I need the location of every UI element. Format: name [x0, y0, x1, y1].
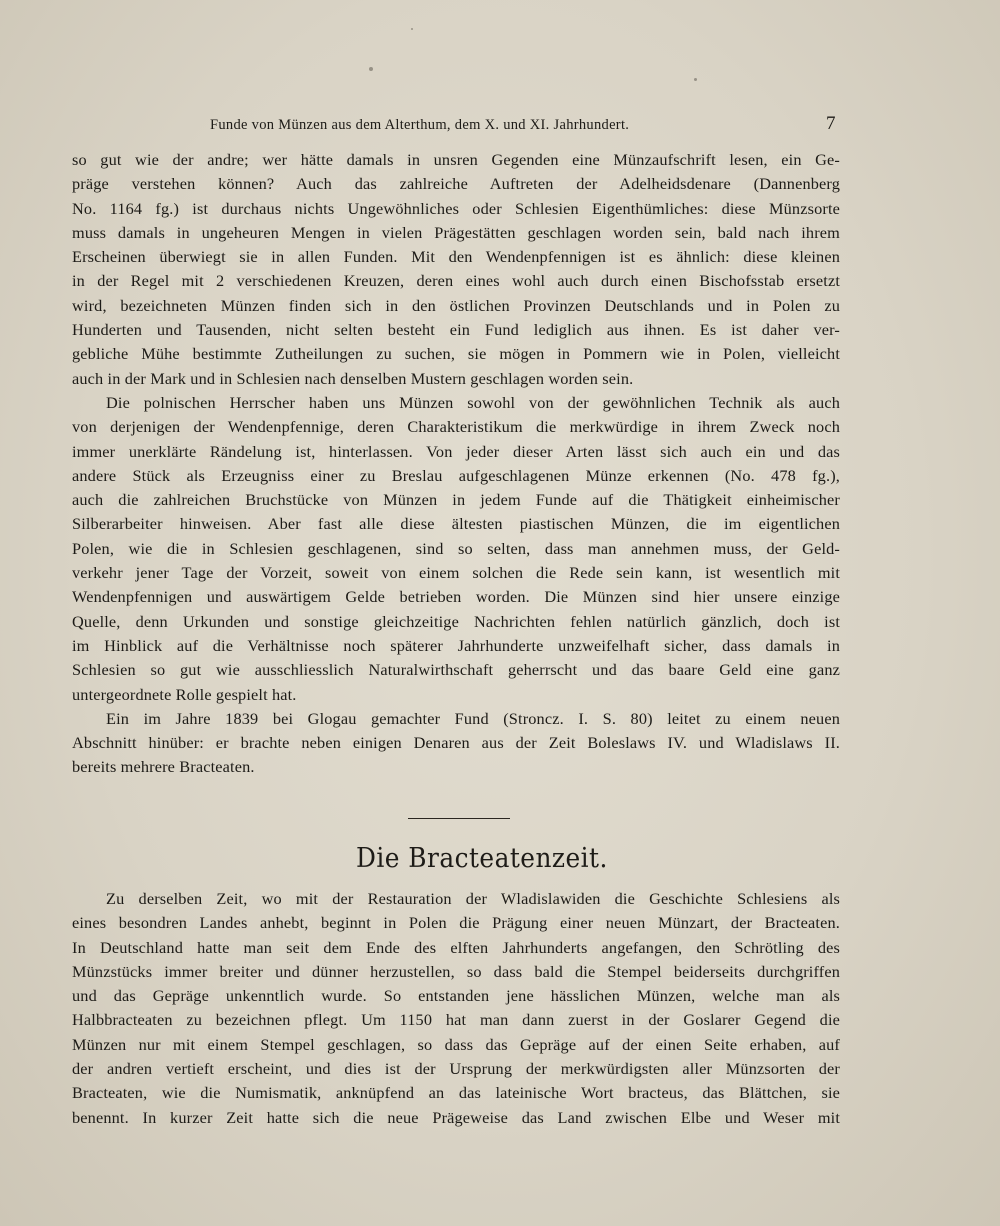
text-line: Hunderten und Tausenden, nicht selten besteht ein Fund lediglich aus ihnen. Es ist daher ver-: [72, 320, 840, 340]
text-line: andere Stück als Erzeugniss einer zu Breslau aufgeschlagenen Münze erkennen (No. 478 fg.),: [72, 465, 840, 485]
ink-speck: [694, 78, 697, 81]
text-line: wird, bezeichneten Münzen finden sich in den östlichen Provinzen Deutschlands und in Polen zu: [72, 295, 840, 315]
text-line: untergeordnete Rolle gespielt hat.: [72, 684, 297, 704]
section-divider: [408, 818, 510, 819]
text-line: Wendenpfennigen und auswärtigem Gelde betrieben worden. Die Münzen sind hier unsere einzige: [72, 587, 840, 607]
text-line: Erscheinen überwiegt sie in allen Funden. Mit den Wendenpfennigen ist es ähnlich: diese kleinen: [72, 247, 840, 267]
text-line: von derjenigen der Wendenpfennige, deren Charakteristikum die merkwürdige in ihrem Zweck noch: [72, 417, 840, 437]
text-line: Polen, wie die in Schlesien geschlagenen, sind so selten, dass man annehmen muss, der Geld-: [72, 538, 840, 558]
text-line: bereits mehrere Bracteaten.: [72, 757, 255, 777]
text-line: so gut wie der andre; wer hätte damals in unsren Gegenden eine Münzaufschrift lesen, ein Ge-: [72, 150, 840, 169]
running-head: Funde von Münzen aus dem Alterthum, dem X. und XI. Jahrhundert.: [210, 117, 630, 133]
ink-speck: [369, 67, 373, 71]
text-line: gebliche Mühe bestimmte Zutheilungen zu suchen, sie mögen in Pommern wie in Polen, vielleicht: [72, 344, 840, 364]
text-line: verkehr jener Tage der Vorzeit, soweit von einem solchen die Rede sein kann, ist wesentlich mit: [72, 563, 840, 583]
text-line: im Hinblick auf die Verhältnisse noch späterer Jahrhunderte unzweifelhaft sicher, dass damals in: [72, 635, 840, 655]
text-line: Abschnitt hinüber: er brachte neben einigen Denaren aus der Zeit Boleslaws IV. und Wladislaws II.: [72, 733, 840, 753]
section-title: Die Bracteatenzeit.: [356, 843, 608, 874]
body-text-before-section: [72, 148, 840, 780]
text-line: Die polnischen Herrscher haben uns Münzen sowohl von der gewöhnlichen Technik als auch: [106, 392, 840, 412]
text-line: und das Gepräge unkenntlich wurde. So entstanden jene hässlichen Münzen, welche man als: [72, 986, 840, 1006]
text-line: Halbbracteaten zu bezeichnen pflegt. Um 1150 hat man dann zuerst in der Goslarer Gegend die: [72, 1010, 840, 1030]
text-line: Münzen nur mit einem Stempel geschlagen, so dass das Gepräge auf der einen Seite erhaben, auf: [72, 1034, 840, 1054]
text-line: Schlesien so gut wie ausschliesslich Naturalwirthschaft geherrscht und das baare Geld eine ganz: [72, 660, 840, 680]
text-line: eines besondren Landes anhebt, beginnt in Polen die Prägung einer neuen Münzart, der Bracteaten.: [72, 913, 840, 933]
ink-speck: [411, 28, 413, 30]
text-line: Silberarbeiter hinweisen. Aber fast alle diese ältesten piastischen Münzen, die im eigentlichen: [72, 514, 840, 534]
page-number: 7: [826, 113, 836, 134]
text-line: No. 1164 fg.) ist durchaus nichts Ungewöhnliches oder Schlesien Eigenthümliches: diese Münzsorte: [72, 198, 840, 218]
text-line: auch in der Mark und in Schlesien nach denselben Mustern geschlagen worden sein.: [72, 368, 634, 388]
text-line: Ein im Jahre 1839 bei Glogau gemachter Fund (Stroncz. I. S. 80) leitet zu einem neuen: [106, 708, 840, 728]
text-line: In Deutschland hatte man seit dem Ende des elften Jahrhunderts angefangen, den Schrötling des: [72, 937, 840, 957]
text-line: Bracteaten, wie die Numismatik, anknüpfend an das lateinische Wort bracteus, das Blättchen, sie: [72, 1083, 840, 1103]
text-line: Quelle, denn Urkunden und sonstige gleichzeitige Nachrichten fehlen natürlich gänzlich, doch ist: [72, 611, 840, 631]
text-line: Münzstücks immer breiter und dünner herzustellen, so dass bald die Stempel beiderseits durchgriffen: [72, 961, 840, 981]
text-line: immer unerklärte Rändelung ist, hinterlassen. Von jeder dieser Arten lässt sich auch ein und das: [72, 441, 840, 461]
text-line: in der Regel mit 2 verschiedenen Kreuzen, deren eines wohl auch durch einen Bischofsstab ersetzt: [72, 271, 840, 291]
text-line: auch die zahlreichen Bruchstücke von Münzen in jedem Funde auf die Thätigkeit einheimischer: [72, 490, 840, 510]
text-line: Zu derselben Zeit, wo mit der Restauration der Wladislawiden die Geschichte Schlesiens als: [106, 889, 840, 908]
body-text-section: [72, 887, 840, 1130]
text-line: muss damals in ungeheuren Mengen in vielen Prägestätten geschlagen worden sein, bald nach ihrem: [72, 222, 840, 242]
text-line: präge verstehen können? Auch das zahlreiche Auftreten der Adelheidsdenare (Dannenberg: [72, 174, 840, 194]
text-line: benennt. In kurzer Zeit hatte sich die neue Prägeweise das Land zwischen Elbe und Weser mit: [72, 1107, 840, 1127]
text-line: der andren vertieft erscheint, und dies ist der Ursprung der merkwürdigsten aller Münzsorten der: [72, 1059, 840, 1079]
